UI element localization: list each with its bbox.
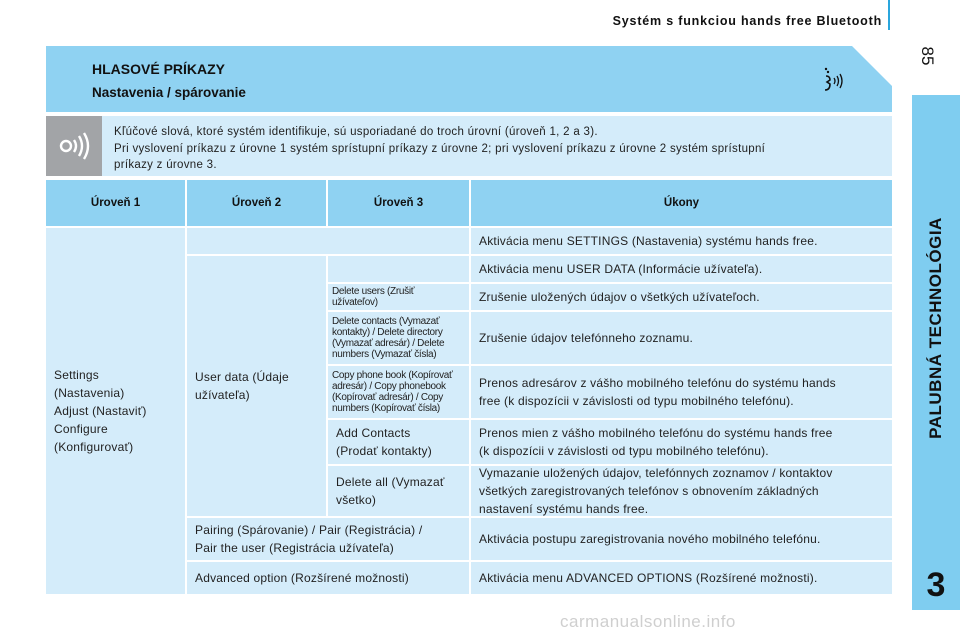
column-header-level2: Úroveň 2 xyxy=(187,180,326,226)
table-divider xyxy=(328,310,892,312)
column-header-actions: Úkony xyxy=(471,180,892,226)
action-advanced-cell: Aktivácia menu ADVANCED OPTIONS (Rozšírené možnosti). xyxy=(471,562,892,594)
speaker-sound-icon xyxy=(56,131,92,161)
level2-user-data-cell: User data (Údaje užívateľa) xyxy=(187,256,326,516)
intro-line: príkazy z úrovne 3. xyxy=(114,159,217,171)
action-pairing-cell: Aktivácia postupu zaregistrovania nového mobilného telefónu. xyxy=(471,518,892,560)
action-settings-cell: Aktivácia menu SETTINGS (Nastavenia) systému hands free. xyxy=(471,228,892,254)
table-divider xyxy=(328,364,892,366)
level3-add-contacts-cell: Add Contacts (Prodať kontakty) xyxy=(328,420,469,464)
action-add-contacts-cell: Prenos mien z vášho mobilného telefónu do systému hands free (k dispozícii v závislosti od typu mobilného telefónu). xyxy=(471,420,892,464)
level1-cell: Settings (Nastavenia) Adjust (Nastaviť) Configure (Konfigurovať) xyxy=(46,228,185,594)
action-delete-contacts-cell: Zrušenie údajov telefónneho zoznamu. xyxy=(471,312,892,364)
level3-delete-contacts-text: Delete contacts (Vymazať kontakty) / Delete directory (Vymazať adresár) / Delete numbers (Vymazať čísla) xyxy=(332,316,445,360)
intro-text xyxy=(114,124,884,174)
chapter-number: 3 xyxy=(912,560,960,610)
column-header-level1: Úroveň 1 xyxy=(46,180,185,226)
table-divider xyxy=(185,180,187,594)
action-delete-users-cell: Zrušenie uložených údajov o všetkých užívateľoch. xyxy=(471,284,892,310)
table-divider xyxy=(326,180,328,226)
voice-command-icon xyxy=(820,66,846,94)
top-rule xyxy=(888,0,890,30)
table-divider xyxy=(187,254,892,256)
intro-line: Pri vyslovení príkazu z úrovne 1 systém sprístupní príkazy z úrovne 2; pri vyslovení príkazu z úrovne 2 systém sprístupní xyxy=(114,142,766,155)
level3-delete-users-cell xyxy=(328,284,469,310)
level3-copy-phonebook-text: Copy phone book (Kopírovať adresár) / Copy phonebook (Kopírovať adresár) / Copy numbers (Kopírovať čísla) xyxy=(332,370,453,414)
table-divider xyxy=(187,516,892,518)
level3-delete-users-text: Delete users (Zrušiť užívateľov) xyxy=(332,286,415,308)
level3-copy-phonebook-cell xyxy=(328,366,469,418)
table-divider xyxy=(328,418,892,420)
level3-delete-all-cell: Delete all (Vymazať všetko) xyxy=(328,466,469,516)
intro-line: Kľúčové slová, ktoré systém identifikuje, sú usporiadané do troch úrovní (úroveň 1, 2 a 3). xyxy=(114,126,598,138)
watermark: carmanualsonline.info xyxy=(560,612,736,631)
section-title: HLASOVÉ PRÍKAZY xyxy=(92,61,226,77)
level3-delete-contacts-cell xyxy=(328,312,469,364)
action-delete-all-cell: Vymazanie uložených údajov, telefónnych zoznamov / kontaktov všetkých zaregistrovaných telefónov s obnovením základných nastavení systému hands free. xyxy=(471,466,892,516)
level2-pairing-cell: Pairing (Spárovanie) / Pair (Registrácia) / Pair the user (Registrácia užívateľa) xyxy=(187,518,469,560)
section-header-bar xyxy=(46,46,892,112)
voice-commands-table xyxy=(46,180,892,594)
intro-icon-box xyxy=(46,116,102,176)
table-divider xyxy=(187,560,892,562)
action-user-data-cell: Aktivácia menu USER DATA (Informácie užívateľa). xyxy=(471,256,892,282)
level2-advanced-cell: Advanced option (Rozšírené možnosti) xyxy=(187,562,469,594)
side-tab-label: PALUBNÁ TECHNOLÓGIA xyxy=(926,216,945,439)
table-divider xyxy=(469,180,471,594)
running-header: Systém s funkciou hands free Bluetooth xyxy=(612,14,882,28)
column-header-level3: Úroveň 3 xyxy=(328,180,469,226)
table-divider xyxy=(328,282,892,284)
section-subtitle: Nastavenia / spárovanie xyxy=(92,85,246,100)
chapter-side-tab xyxy=(912,95,960,560)
page-number: 85 xyxy=(918,46,937,66)
table-divider xyxy=(328,464,892,466)
action-copy-phonebook-cell: Prenos adresárov z vášho mobilného telefónu do systému hands free (k dispozícii v závislosti od typu mobilného telefónu). xyxy=(471,366,892,418)
table-divider xyxy=(326,256,328,516)
